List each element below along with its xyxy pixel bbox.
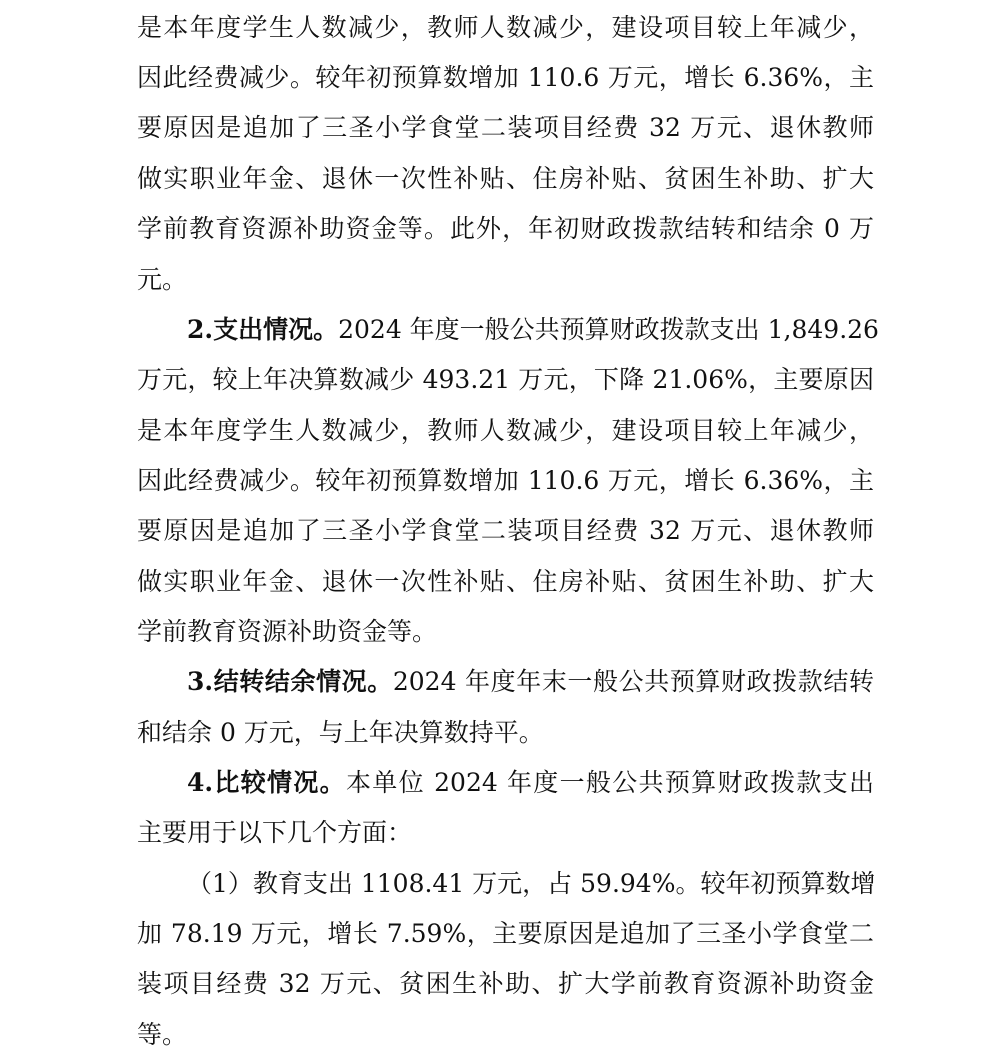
paragraph-line: 做实职业年金、退休一次性补贴、住房补贴、贫困生补助、扩大 — [137, 567, 874, 596]
paragraph-line: 是本年度学生人数减少，教师人数减少，建设项目较上年减少， — [137, 416, 874, 445]
paragraph-line: 装项目经费 32 万元、贫困生补助、扩大学前教育资源补助资金 — [137, 969, 874, 998]
paragraph-text: 本单位 2024 年度一般公共预算财政拨款支出 — [345, 768, 874, 797]
paragraph-line: 等。 — [137, 1020, 188, 1049]
paragraph-line: 学前教育资源补助资金等。此外，年初财政拨款结转和结余 0 万 — [137, 214, 874, 243]
section-heading-carryover: 3.结转结余情况。 — [187, 667, 393, 696]
paragraph-line: 要原因是追加了三圣小学食堂二装项目经费 32 万元、退休教师 — [137, 113, 874, 142]
paragraph-line: 是本年度学生人数减少，教师人数减少，建设项目较上年减少， — [137, 13, 874, 42]
paragraph-line: 做实职业年金、退休一次性补贴、住房补贴、贫困生补助、扩大 — [137, 164, 874, 193]
section-heading-expenditure: 2.支出情况。 — [187, 315, 339, 344]
paragraph-first-line — [187, 763, 874, 803]
paragraph-line: 要原因是追加了三圣小学食堂二装项目经费 32 万元、退休教师 — [137, 516, 874, 545]
section-heading-comparison: 4.比较情况。 — [187, 768, 346, 797]
paragraph-line: 因此经费减少。较年初预算数增加 110.6 万元，增长 6.36%，主 — [137, 63, 874, 92]
paragraph-line: 万元，较上年决算数减少 493.21 万元，下降 21.06%，主要原因 — [137, 365, 874, 394]
paragraph-line: 元。 — [137, 265, 188, 294]
paragraph-line: 加 78.19 万元，增长 7.59%，主要原因是追加了三圣小学食堂二 — [137, 919, 874, 948]
paragraph-first-line — [187, 310, 879, 350]
paragraph-first-line: （1）教育支出 1108.41 万元，占 59.94%。较年初预算数增 — [187, 869, 876, 898]
paragraph-line: 学前教育资源补助资金等。 — [137, 617, 438, 646]
paragraph-line: 主要用于以下几个方面： — [137, 818, 413, 847]
paragraph-line: 和结余 0 万元，与上年决算数持平。 — [137, 718, 544, 747]
paragraph-line: 因此经费减少。较年初预算数增加 110.6 万元，增长 6.36%，主 — [137, 466, 874, 495]
paragraph-text: 2024 年度年末一般公共预算财政拨款结转 — [392, 667, 874, 696]
paragraph-first-line — [187, 662, 874, 702]
paragraph-text: 2024 年度一般公共预算财政拨款支出 1,849.26 — [338, 315, 879, 344]
